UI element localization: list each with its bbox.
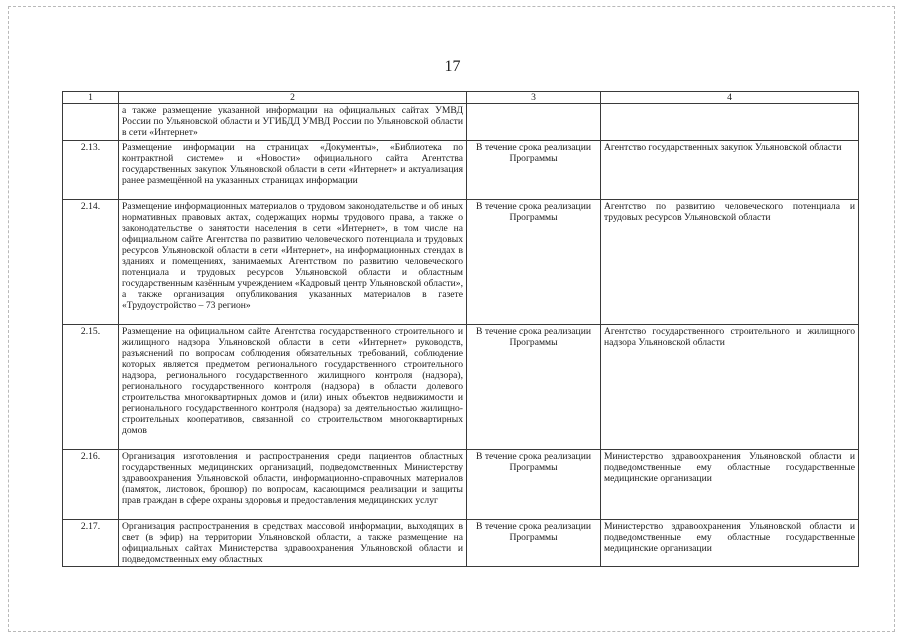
row-number: 2.15. [63, 325, 119, 450]
table-row [63, 141, 859, 200]
row-description: Организация распространения в средствах массовой информации, выходящих в свет (в эфир) на территории Ульяновской области, а также размещение на официальных сайтах Министерства здравоохранения Ульяновской области и подведомственных ему областных [119, 520, 467, 567]
row-number: 2.17. [63, 520, 119, 567]
row-term: В течение срока реализации Программы [467, 141, 601, 200]
table-row [63, 104, 859, 141]
page-number: 17 [444, 58, 461, 75]
column-header-3: 3 [467, 92, 601, 104]
row-description: а также размещение указанной информации на официальных сайтах УМВД России по Ульяновской области и УГИБДД УМВД России по Ульяновской области в сети «Интернет» [119, 104, 467, 141]
row-number: 2.13. [63, 141, 119, 200]
row-executor: Министерство здравоохранения Ульяновской области и подведомственные ему областные государственные медицинские организации [601, 450, 859, 520]
table-row [63, 520, 859, 567]
table-row [63, 325, 859, 450]
row-executor [601, 104, 859, 141]
row-description: Размещение информации на страницах «Документы», «Библиотека по контрактной системе» и «Новости» официального сайта Агентства государственных закупок Ульяновской области в сети «Интернет» и актуализация ранее размещённой на указанных страницах информации [119, 141, 467, 200]
row-term: В течение срока реализации Программы [467, 325, 601, 450]
row-description: Организация изготовления и распространения среди пациентов областных государственных медицинских организаций, подведомственных Министерству здравоохранения Ульяновской области, информационно-справочных материалов (памяток, листовок, брошюр) по вопросам, касающимся реализации и защиты прав граждан в сфере охраны здоровья и предоставления медицинских услуг [119, 450, 467, 520]
column-header-2: 2 [119, 92, 467, 104]
row-term: В течение срока реализации Программы [467, 520, 601, 567]
row-number: 2.14. [63, 200, 119, 325]
table-row [63, 200, 859, 325]
measures-table [62, 91, 859, 567]
column-header-4: 4 [601, 92, 859, 104]
row-term: В течение срока реализации Программы [467, 200, 601, 325]
row-number [63, 104, 119, 141]
row-executor: Агентство государственного строительного и жилищного надзора Ульяновской области [601, 325, 859, 450]
row-term: В течение срока реализации Программы [467, 450, 601, 520]
column-header-1: 1 [63, 92, 119, 104]
row-executor: Агентство государственных закупок Ульяновской области [601, 141, 859, 200]
row-number: 2.16. [63, 450, 119, 520]
row-executor: Агентство по развитию человеческого потенциала и трудовых ресурсов Ульяновской области [601, 200, 859, 325]
table-row [63, 450, 859, 520]
row-term [467, 104, 601, 141]
row-description: Размещение на официальном сайте Агентства государственного строительного и жилищного надзора Ульяновской области в сети «Интернет» руководств, разъяснений по вопросам соблюдения обязательных требований, соблюдение которых является предметом регионального государственного строительного надзора, регионального государственного жилищного контроля (надзора), регионального государственного контроля (надзора) в области долевого строительства многоквартирных домов и (или) иных объектов недвижимости и регионального государственного контроля (надзора) за деятельностью жилищно-строительных кооперативов, связанной со строительством многоквартирных домов [119, 325, 467, 450]
column-header-row [63, 92, 859, 104]
row-executor: Министерство здравоохранения Ульяновской области и подведомственные ему областные государственные медицинские организации [601, 520, 859, 567]
row-description: Размещение информационных материалов о трудовом законодательстве и об иных нормативных правовых актах, содержащих нормы трудового права, а также о законодательстве о занятости населения в сети «Интернет», в том числе на официальном сайте Агентства по развитию человеческого потенциала и трудовых ресурсов Ульяновской области в сети «Интернет», на информационных стендах в зданиях и помещениях, занимаемых Агентством по развитию человеческого потенциала и трудовых ресурсов Ульяновской области и областным государственным казённым учреждением «Кадровый центр Ульяновской области», а также организация опубликования указанных материалов в газете «Трудоустройство – 73 регион» [119, 200, 467, 325]
